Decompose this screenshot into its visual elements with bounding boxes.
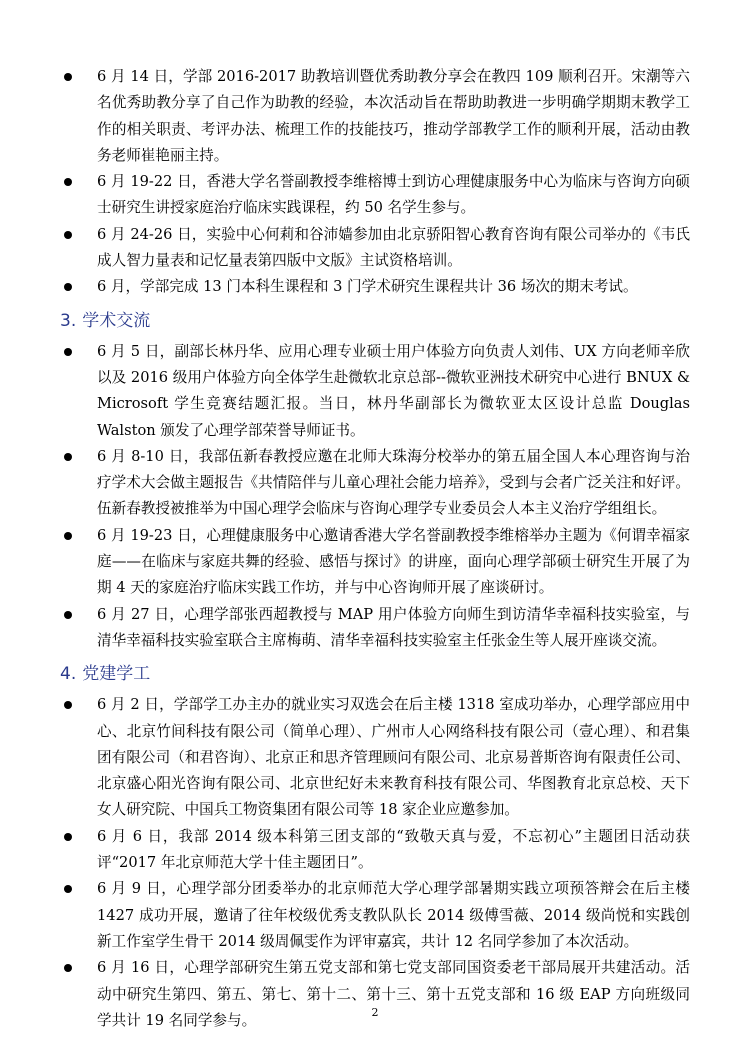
item-text: 6 月 5 日，副部长林丹华、应用心理专业硕士用户体验方向负责人刘伟、UX 方向老师辛欣以及 2016 级用户体验方向全体学生赴微软北京总部--微软亚洲技术研究中心进行 BNUX & Microsoft 学生竞赛结题汇报。当日，林丹华副部长为微软亚太区设计总监 Douglas Walston 颁发了心理学部荣誉导师证书。 [97,342,690,439]
list-item [60,64,690,169]
bullet-icon [64,348,72,356]
section-number: 3. [60,310,77,331]
item-text: 6 月，学部完成 13 门本科生课程和 3 门学术研究生课程共计 36 场次的期末考试。 [97,278,638,296]
list-item [60,602,690,655]
item-text: 6 月 16 日，心理学部研究生第五党支部和第七党支部同国资委老干部局展开共建活动。活动中研究生第四、第五、第七、第十二、第十三、第十五党支部和 16 级 EAP 方向班级同学共计 19 名同学参与。 [97,959,690,1029]
item-text: 6 月 8-10 日，我部伍新春教授应邀在北师大珠海分校举办的第五届全国人本心理咨询与治疗学术大会做主题报告《共情陪伴与儿童心理社会能力培养》，受到与会者广泛关注和好评。伍新春教授被推举为中国心理学会临床与咨询心理学专业委员会人本主义治疗学组组长。 [97,447,690,518]
item-text: 6 月 2 日，学部学工办主办的就业实习双选会在后主楼 1318 室成功举办，心理学部应用中心、北京竹间科技有限公司（简单心理）、广州市人心网络科技有限公司（壹心理）、和君集团有限公司（和君咨询）、北京正和思齐管理顾问有限公司、北京易普斯咨询有限责任公司、北京盛心阳光咨询有限公司、北京世纪好未来教育科技有限公司、华图教育北京总校、天下女人研究院、中国兵工物资集团有限公司等 18 家企业应邀参加。 [97,696,690,819]
bullet-icon [64,532,72,540]
list-item [60,523,690,602]
list-item [60,824,690,877]
section-title: 学术交流 [82,310,151,331]
list-item [60,274,690,300]
page-content [60,64,690,1034]
bullet-icon [64,453,72,461]
page-number: 2 [371,1006,379,1019]
bullet-icon [64,73,72,81]
bullet-icon [64,964,72,972]
list-item [60,222,690,275]
bullet-icon [64,178,72,186]
bullet-icon [64,833,72,841]
item-text: 6 月 19-23 日，心理健康服务中心邀请香港大学名誉副教授李维榕举办主题为《何谓幸福家庭——在临床与家庭共舞的经验、感悟与探讨》的讲座，面向心理学部硕士研究生开展了为期 4 天的家庭治疗临床实践工作坊，并与中心咨询师开展了座谈研讨。 [97,526,690,597]
bullet-icon [64,885,72,893]
list-item [60,876,690,955]
item-text: 6 月 6 日，我部 2014 级本科第三团支部的“致敬天真与爱，不忘初心”主题团日活动获评“2017 年北京师范大学十佳主题团日”。 [97,827,690,872]
list-item [60,955,690,1034]
bullet-icon [64,283,72,291]
list-item [60,169,690,222]
item-text: 6 月 27 日，心理学部张西超教授与 MAP 用户体验方向师生到访清华幸福科技实验室，与清华幸福科技实验室联合主席梅萌、清华幸福科技实验室主任张金生等人展开座谈交流。 [97,605,690,649]
section-heading-academic-exchange [60,304,690,338]
list-item [60,444,690,523]
bullet-icon [64,701,72,709]
section-heading-party-building [60,657,690,691]
section-3-list [60,339,690,655]
bullet-icon [64,611,72,619]
list-item [60,692,690,823]
item-text: 6 月 24-26 日，实验中心何莉和谷沛嫱参加由北京骄阳智心教育咨询有限公司举办的《韦氏成人智力量表和记忆量表第四版中文版》主试资格培训。 [97,225,690,270]
bullet-icon [64,231,72,239]
section-2-list [60,64,690,301]
list-item [60,339,690,444]
item-text: 6 月 9 日，心理学部分团委举办的北京师范大学心理学部暑期实践立项预答辩会在后主楼 1427 成功开展，邀请了往年校级优秀支教队队长 2014 级傅雪薇、2014 级尚悦和实践创新工作室学生骨干 2014 级周佩雯作为评审嘉宾，共计 12 名同学参加了本次活动。 [97,880,690,950]
section-title: 党建学工 [82,664,151,685]
item-text: 6 月 19-22 日，香港大学名誉副教授李维榕博士到访心理健康服务中心为临床与咨询方向硕士研究生讲授家庭治疗临床实践课程，约 50 名学生参与。 [97,173,690,217]
item-text: 6 月 14 日，学部 2016-2017 助教培训暨优秀助教分享会在教四 109 顺利召开。宋潮等六名优秀助教分享了自己作为助教的经验，本次活动旨在帮助助教进一步明确学期期末教学工作的相关职责、考评办法、梳理工作的技能技巧，推动学部教学工作的顺利开展，活动由教务老师崔艳丽主持。 [97,68,690,164]
section-4-list [60,692,690,1034]
section-number: 4. [60,664,77,685]
